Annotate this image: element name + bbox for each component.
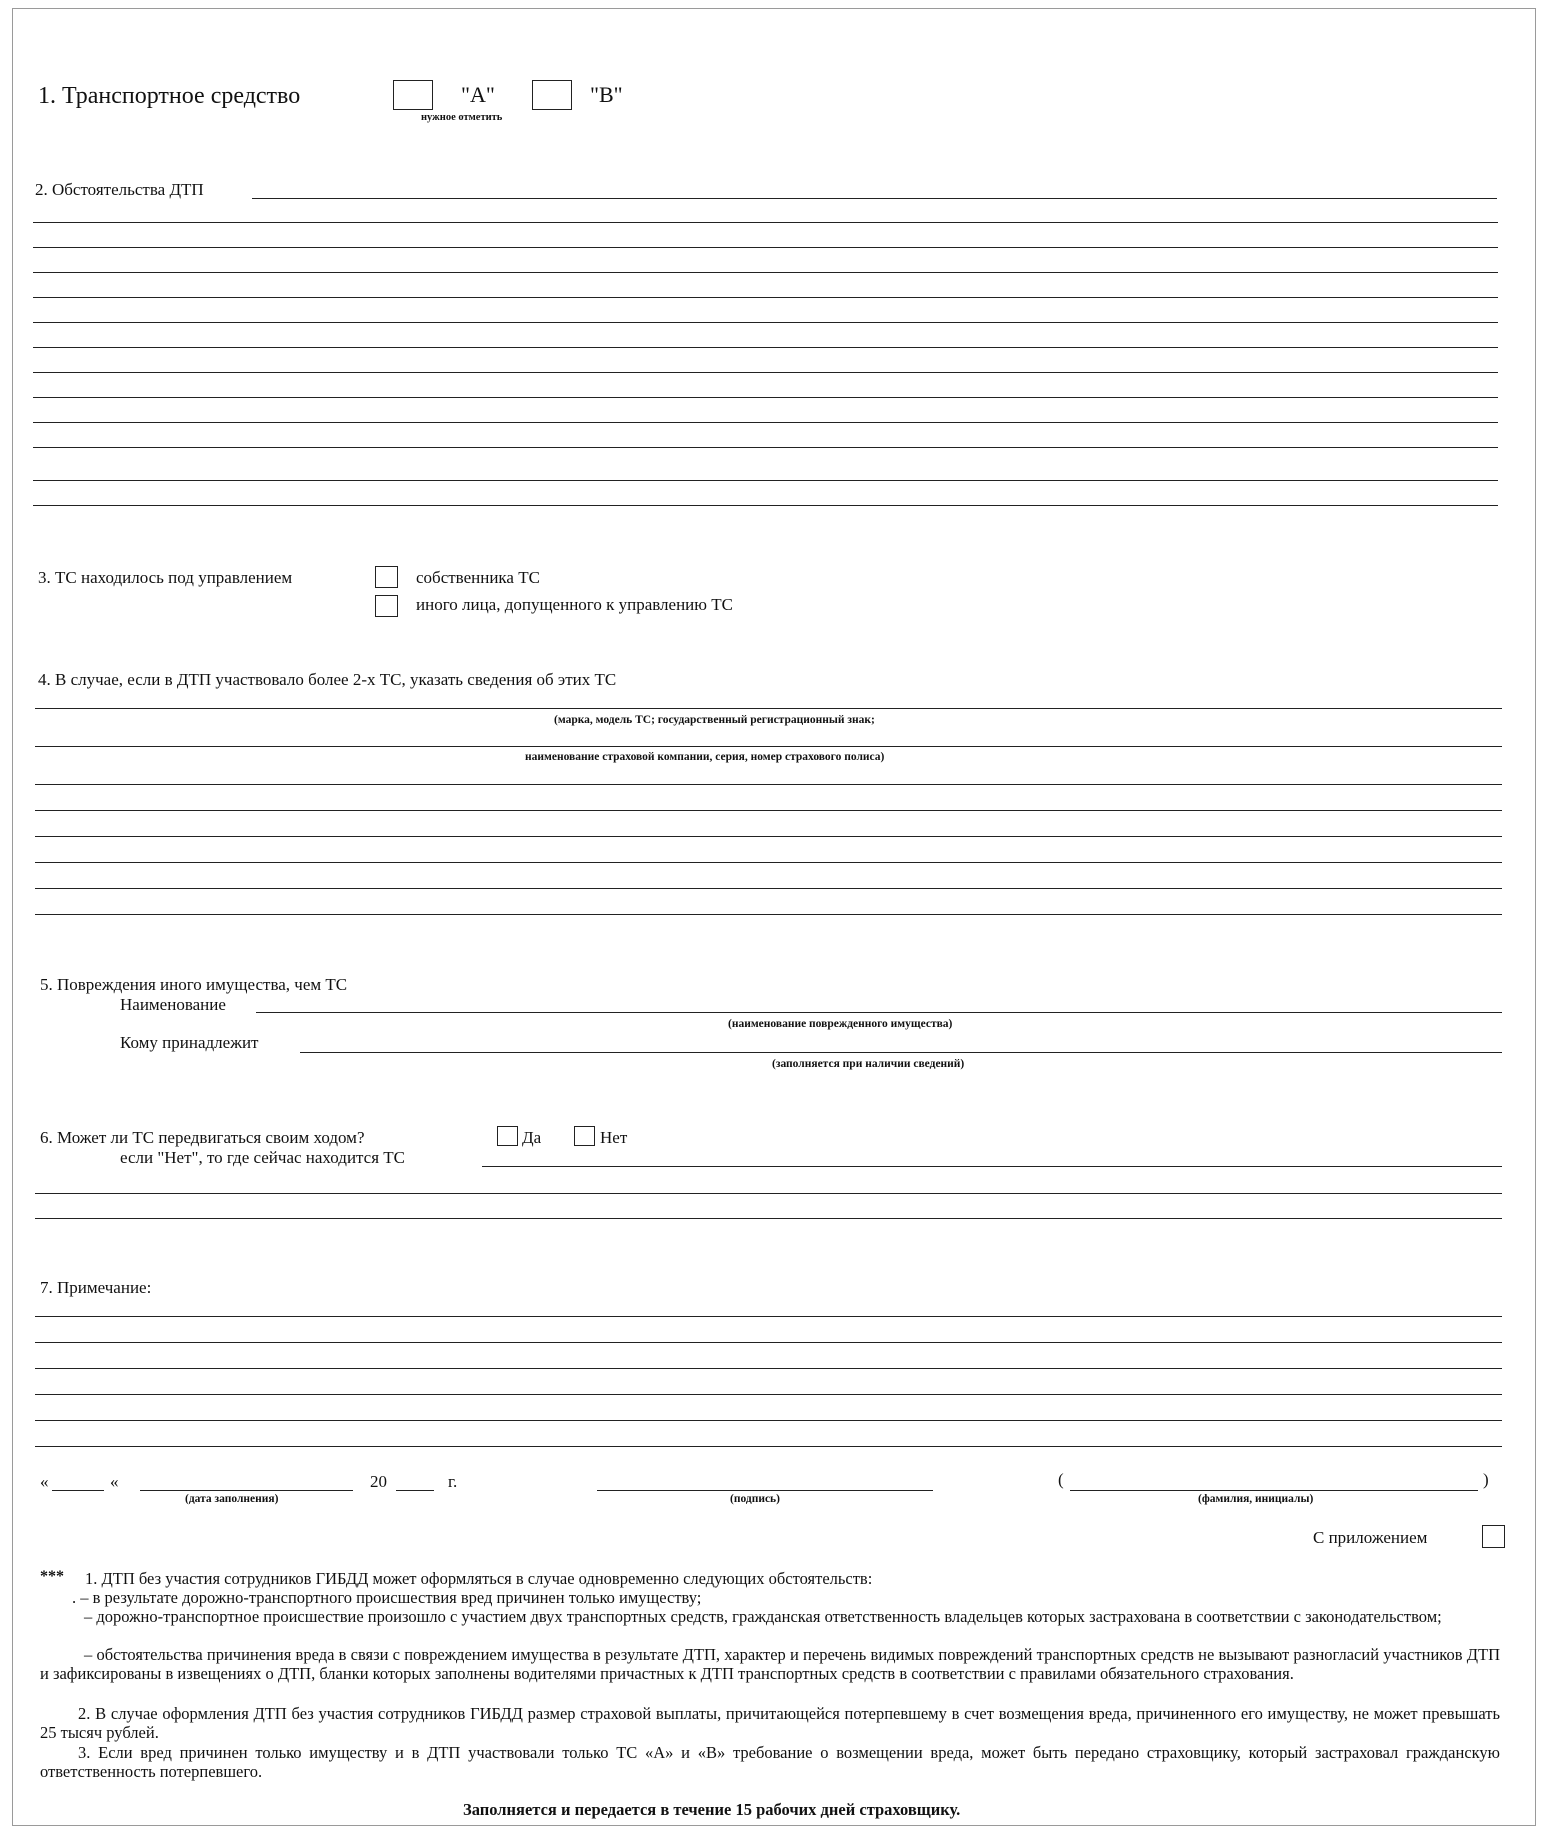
- property-name-line[interactable]: [256, 1012, 1502, 1013]
- other-vehicles-line-extra-2[interactable]: [35, 810, 1502, 811]
- section4-title: 4. В случае, если в ДТП участвовало более 2-х ТС, указать сведения об этих ТС: [38, 670, 617, 689]
- remark-line-3[interactable]: [35, 1368, 1502, 1369]
- name-line[interactable]: [1070, 1490, 1478, 1491]
- property-owner-line[interactable]: [300, 1052, 1502, 1053]
- note2: 2. В случае оформления ДТП без участия сотрудников ГИБДД размер страховой выплаты, причитающейся потерпевшему в счет возмещения вреда, причиненного его имуществу, не может превышать 25 тысяч рублей.: [40, 1704, 1500, 1742]
- year-line[interactable]: [396, 1490, 434, 1491]
- movable-no-checkbox[interactable]: [574, 1126, 595, 1146]
- circumstances-line-11[interactable]: [33, 480, 1498, 481]
- circumstances-line-1[interactable]: [33, 222, 1498, 223]
- attachment-checkbox[interactable]: [1482, 1525, 1505, 1548]
- other-driver-checkbox[interactable]: [375, 595, 398, 617]
- year-prefix: 20: [370, 1472, 387, 1491]
- section2-title: 2. Обстоятельства ДТП: [35, 180, 204, 199]
- other-vehicles-line-2[interactable]: [35, 746, 1502, 747]
- owner-label: собственника ТС: [416, 568, 540, 587]
- note1-item-a: . – в результате дорожно-транспортного происшествия вред причинен только имуществу;: [72, 1588, 702, 1607]
- note1-item-c: – обстоятельства причинения вреда в связи с повреждением имущества в результате ДТП, характер и перечень видимых повреждений транспортных средств не вызывают разногласий участников ДТП и зафиксированы в извещениях о ДТП, бланки которых заполнены водителями причастных к ДТП транспортных средств в соответствии с правилами обязательного страхования.: [40, 1645, 1500, 1683]
- circumstances-line[interactable]: [252, 198, 1497, 199]
- circumstances-line-6[interactable]: [33, 347, 1498, 348]
- property-name-label: Наименование: [120, 995, 226, 1014]
- remark-line-2[interactable]: [35, 1342, 1502, 1343]
- page-frame: [12, 8, 1536, 1826]
- movable-yes-checkbox[interactable]: [497, 1126, 518, 1146]
- name-paren-close: ): [1483, 1470, 1489, 1489]
- remark-line-5[interactable]: [35, 1420, 1502, 1421]
- other-vehicles-line-extra-4[interactable]: [35, 862, 1502, 863]
- date-quote-open: «: [40, 1472, 49, 1491]
- vehicle-a-label: "А": [461, 82, 495, 107]
- movable-yes-label: Да: [522, 1128, 542, 1147]
- section1-title: 1. Транспортное средство: [38, 83, 301, 109]
- movable-no-label: Нет: [600, 1128, 628, 1147]
- month-line[interactable]: [140, 1490, 353, 1491]
- attachment-label: С приложением: [1313, 1528, 1428, 1547]
- location-label: если "Нет", то где сейчас находится ТС: [120, 1148, 406, 1167]
- other-vehicles-line-extra-6[interactable]: [35, 914, 1502, 915]
- location-line-3[interactable]: [35, 1218, 1502, 1219]
- section5-title: 5. Повреждения иного имущества, чем ТС: [40, 975, 348, 994]
- signature-line[interactable]: [597, 1490, 933, 1491]
- other-driver-label: иного лица, допущенного к управлению ТС: [416, 595, 733, 614]
- footer-note: Заполняется и передается в течение 15 рабочих дней страховщику.: [463, 1800, 961, 1819]
- date-quote-close: «: [110, 1472, 119, 1491]
- remark-line-6[interactable]: [35, 1446, 1502, 1447]
- remark-line-1[interactable]: [35, 1316, 1502, 1317]
- vehicle-a-checkbox[interactable]: [393, 80, 433, 110]
- section4-caption1: (марка, модель ТС; государственный регистрационный знак;: [554, 714, 875, 726]
- circumstances-line-7[interactable]: [33, 372, 1498, 373]
- day-line[interactable]: [52, 1490, 104, 1491]
- name-paren-open: (: [1058, 1470, 1064, 1489]
- property-name-caption: (наименование поврежденного имущества): [728, 1018, 953, 1030]
- note1-item-b: – дорожно-транспортное происшествие произошло с участием двух транспортных средств, гражданская ответственность владельцев которых застрахована в соответствии с законодательством;: [84, 1607, 1442, 1626]
- circumstances-line-8[interactable]: [33, 397, 1498, 398]
- note1-intro: 1. ДТП без участия сотрудников ГИБДД может оформляться в случае одновременно следующих обстоятельств:: [85, 1569, 873, 1588]
- other-vehicles-line-extra-1[interactable]: [35, 784, 1502, 785]
- circumstances-line-10[interactable]: [33, 447, 1498, 448]
- vehicle-b-checkbox[interactable]: [532, 80, 572, 110]
- section7-title: 7. Примечание:: [40, 1278, 152, 1297]
- year-suffix: г.: [448, 1472, 458, 1491]
- other-vehicles-line-1[interactable]: [35, 708, 1502, 709]
- other-vehicles-line-extra-3[interactable]: [35, 836, 1502, 837]
- owner-checkbox[interactable]: [375, 566, 398, 588]
- property-owner-label: Кому принадлежит: [120, 1033, 259, 1052]
- section3-title: 3. ТС находилось под управлением: [38, 568, 293, 587]
- circumstances-line-9[interactable]: [33, 422, 1498, 423]
- circumstances-line-2[interactable]: [33, 247, 1498, 248]
- notes-stars: ***: [40, 1568, 64, 1585]
- remark-line-4[interactable]: [35, 1394, 1502, 1395]
- location-line-2[interactable]: [35, 1193, 1502, 1194]
- vehicle-b-label: "В": [590, 82, 623, 107]
- section6-title: 6. Может ли ТС передвигаться своим ходом?: [40, 1128, 365, 1147]
- location-line[interactable]: [482, 1166, 1502, 1167]
- circumstances-line-3[interactable]: [33, 272, 1498, 273]
- signature-caption: (подпись): [730, 1493, 780, 1505]
- section1-hint: нужное отметить: [421, 112, 503, 123]
- name-caption: (фамилия, инициалы): [1198, 1493, 1314, 1505]
- section4-caption2: наименование страховой компании, серия, номер страхового полиса): [525, 751, 885, 763]
- note3: 3. Если вред причинен только имуществу и в ДТП участвовали только ТС «А» и «В» требование о возмещении вреда, может быть передано страховщику, который застраховал гражданскую ответственность потерпевшего.: [40, 1743, 1500, 1781]
- property-owner-caption: (заполняется при наличии сведений): [772, 1058, 965, 1070]
- circumstances-line-4[interactable]: [33, 297, 1498, 298]
- date-caption: (дата заполнения): [185, 1493, 279, 1505]
- circumstances-line-5[interactable]: [33, 322, 1498, 323]
- circumstances-line-12[interactable]: [33, 505, 1498, 506]
- other-vehicles-line-extra-5[interactable]: [35, 888, 1502, 889]
